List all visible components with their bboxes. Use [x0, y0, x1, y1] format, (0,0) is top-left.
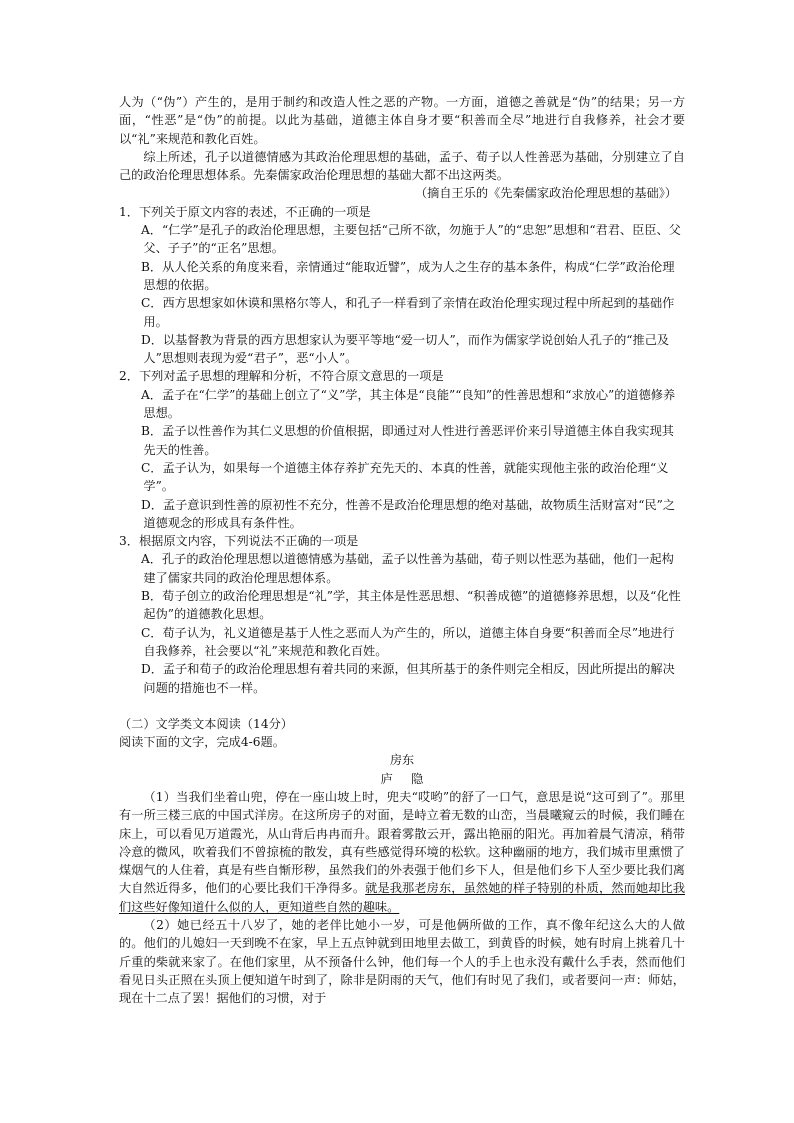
- option-d: D．孟子和荀子的政治伦理思想有着共同的来源，但其所基于的条件则完全相反，因此所提出的解决问题的措施也不一样。: [140, 662, 675, 695]
- option-c: C．荀子认为，礼义道德是基于人性之恶而人为产生的，所以，道德主体自身要“积善而全尽”地进行自我修养，社会要以“礼”来规范和教化百姓。: [140, 625, 675, 658]
- option-a: A．孔子的政治伦理思想以道德情感为基础，孟子以性善为基础，荀子则以性恶为基础，他们一起构建了儒家共同的政治伦理思想体系。: [140, 552, 674, 585]
- underlined-sentence: 就是我那老房东，虽然她的样子特别的朴质，然而她却比我们这些好像知道什么似的人，更知道些自然的趣味。: [119, 881, 686, 914]
- option-d: D．以基督教为背景的西方思想家认为要平等地“爱一切人”，而作为儒家学说创始人孔子的“推己及人”思想则表现为爱“君子”，恶“小人”。: [140, 332, 670, 366]
- question-3: [119, 532, 685, 697]
- question-2: [119, 367, 685, 532]
- article-author: 庐隐: [380, 771, 442, 786]
- paragraph-text: （1）当我们坐着山兜，停在一座山坡上时，兜夫“哎哟”的舒了一口气，意思是说“这可到了”。那里有一所三楼三底的中国式洋房。在这所房子的对面，是峙立着无数的山峦，当晨曦窥云的时候，我们睡在床上，可以看见万道霞光，从山背后冉冉而升。跟着雾散云开，露出艳丽的阳光。再加着晨气清凉，稍带冷意的微风，吹着我们不曾掠梳的散发，真有些感觉得环境的松软。这种幽丽的地方，我们城市里熏惯了煤烟气的人住着，真是有些自惭形秽，虽然我们的外表强于他们乡下人，但是他们乡下人至少要比我们离大自然近得多，他们的心要比我们干净得多。: [119, 789, 685, 896]
- section-instruction: 阅读下面的文字，完成4-6题。: [119, 735, 285, 750]
- document-page: [119, 93, 685, 1008]
- question-1: [119, 203, 685, 368]
- option-b: B．荀子创立的政治伦理思想是“礼”学，其主体是性恶思想、“积善成德”的道德修养思想，以及“化性起伪”的道德教化思想。: [140, 589, 681, 622]
- section-heading: （二）文学类文本阅读（14分）: [119, 716, 293, 731]
- spacer: [119, 697, 685, 715]
- source-citation: （摘自王乐的《先秦儒家政治伦理思想的基础》）: [414, 186, 677, 201]
- option-a: A．“仁学”是孔子的政治伦理思想，主要包括“己所不欲，勿施于人”的“忠恕”思想和“君君、臣臣、父父、子子”的“正名”思想。: [140, 223, 681, 256]
- option-d: D．孟子意识到性善的原初性不充分，性善不是政治伦理思想的绝对基础，故物质生活财富对“民”之道德观念的形成具有条件性。: [140, 497, 676, 530]
- article-paragraph-2: （2）她已经五十八岁了，她的老伴比她小一岁，可是他俩所做的工作，真不像年纪这么大的人做的。他们的儿媳妇一天到晚不在家，早上五点钟就到田地里去做工，到黄昏的时候，她有时肩上挑着几十斤重的柴就来家了。在他们家里，从不预备什么钟，他们每一个人的手上也永没有戴什么手表，然而他们看见日头正照在头顶上便知道午时到了，除非是阴雨的天气，他们有时见了我们，或者要问一声：师姑，现在十二点了罢！据他们的习惯，对于: [119, 918, 685, 1006]
- option-b: B．孟子以性善作为其仁义思想的价值根据，即通过对人性进行善恶评价来引导道德主体自我实现其先天的性善。: [140, 424, 674, 457]
- body-paragraph: 综上所述，孔子以道德情感为其政治伦理思想的基础，孟子、荀子以人性善恶为基础，分别建立了自己的政治伦理思想体系。先秦儒家政治伦理思想的基础大都不出这两类。: [119, 149, 685, 183]
- option-c: C．西方思想家如休谟和黑格尔等人，和孔子一样看到了亲情在政治伦理实现过程中所起到的基础作用。: [140, 296, 675, 329]
- option-a: A．孟子在“仁学”的基础上创立了“义”学，其主体是“良能”“良知”的性善思想和“求放心”的道德修养思想。: [140, 387, 676, 421]
- question-stem: 1．下列关于原文内容的表述，不正确的一项是: [119, 204, 371, 219]
- option-b: B．从人伦关系的角度来看，亲情通过“能取近譬”，成为人之生存的基本条件，构成“仁学”政治伦理思想的依据。: [140, 259, 675, 292]
- article-title: 房东: [389, 753, 415, 768]
- question-stem: 3．根据原文内容，下列说法不正确的一项是: [119, 534, 359, 549]
- body-paragraph: 人为（“伪”）产生的，是用于制约和改造人性之恶的产物。一方面，道德之善就是“伪”的结果；另一方面，“性恶”是“伪”的前提。以此为基础，道德主体自身才要“积善而全尽”地进行自我修养，社会才要以“礼”来规范和教化百姓。: [119, 95, 685, 146]
- option-c: C．孟子认为，如果每一个道德主体存养扩充先天的、本真的性善，就能实现他主张的政治伦理“义学”。: [140, 460, 669, 494]
- article-paragraph-1: [119, 788, 685, 916]
- question-stem: 2．下列对孟子思想的理解和分析，不符合原文意思的一项是: [119, 369, 444, 384]
